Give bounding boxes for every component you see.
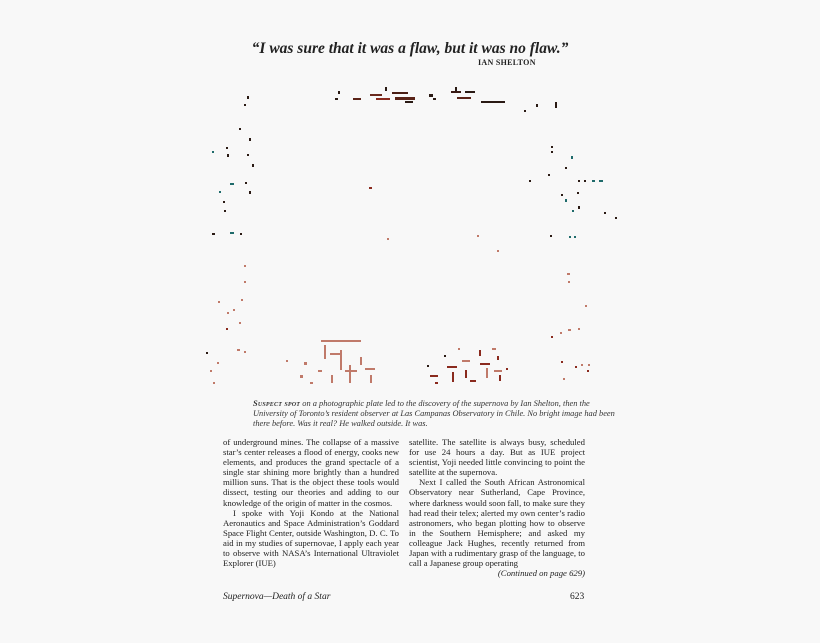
photographic-plate-image (200, 70, 625, 392)
article-column-left (223, 437, 399, 568)
plate-marks-top (244, 87, 557, 108)
caption-text: on a photographic plate led to the discovery of the supernova by Ian Shelton, then the University of Toronto’s resident observer at Las Campanas Observatory in Chile. No bright image had been there before. Was it real? He walked outside. It was. (253, 399, 615, 429)
plate-marks-left (206, 128, 254, 384)
plate-marks-bottom (286, 340, 508, 384)
caption-lead: Suspect spot (253, 399, 301, 408)
paragraph (409, 477, 585, 579)
paragraph: of underground mines. The collapse of a massive star’s center releases a flood of energy, cooks new elements, and produces the grand spectacle of a single star shining more brightly than a hundred million suns. That is the object these tools would dissect, testing our theories and adding to our knowledge of the origin of matter in the cosmos. (223, 437, 399, 508)
plate-marks-right (524, 110, 617, 380)
page-number: 623 (570, 592, 585, 602)
footer-article-title: Supernova—Death of a Star (223, 592, 331, 602)
plate-marks-center (369, 187, 499, 252)
paragraph: I spoke with Yoji Kondo at the National Aeronautics and Space Administration’s Goddard Space Flight Center, outside Washington, D. C. To aid in my studies of supernovae, I apply each year to observe with NASA’s International Ultraviolet Explorer (IUE) (223, 507, 399, 569)
quote-attribution: IAN SHELTON (478, 58, 536, 67)
photo-caption (253, 399, 623, 430)
article-column-right (409, 437, 585, 578)
continued-note: (Continued on page 629) (497, 568, 585, 579)
paragraph: satellite. The satellite is always busy, scheduled for use 24 hours a day. But as IUE project scientist, Yoji needed little convincing to point the satellite at the supernova. (409, 437, 585, 478)
paragraph-text: Next I called the South African Astronomical Observatory near Sutherland, Cape Province, where darkness would soon fall, to make sure they had read their telex; alerted my own center’s radio astronomers, who began plotting how to observe in the Southern Hemisphere; and asked my colleague Jack Hughes, recently returned from Japan with a rudimentary grasp of the language, to call a Japanese group operating (409, 477, 585, 569)
pull-quote: “I was sure that it was a flaw, but it was no flaw.” (251, 40, 569, 57)
